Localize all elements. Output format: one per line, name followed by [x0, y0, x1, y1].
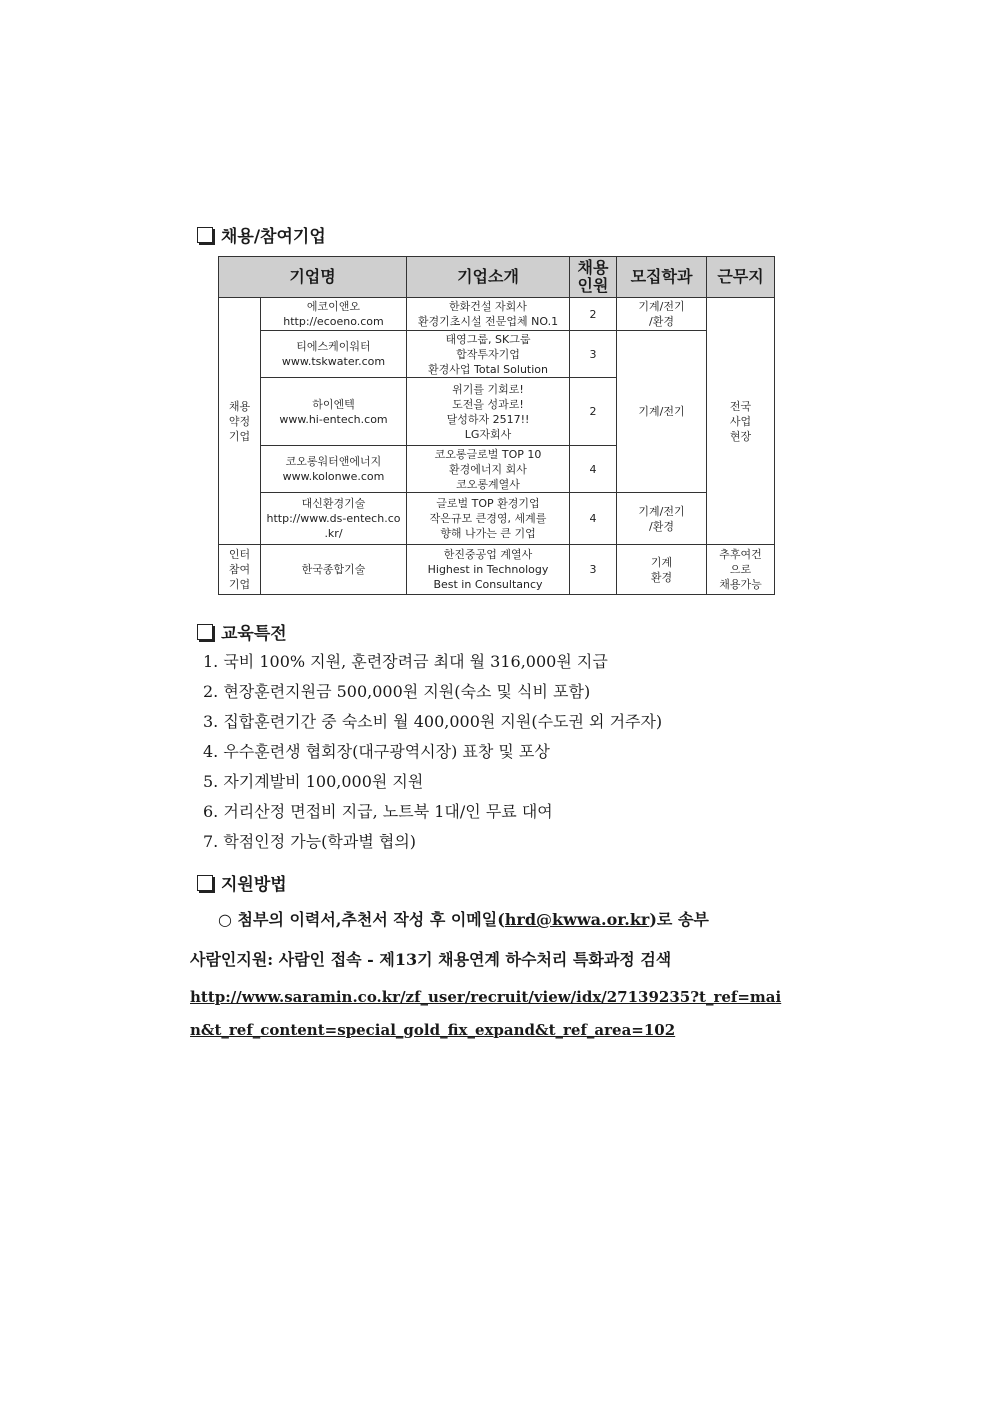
list-item: 6. 거리산정 면접비 지급, 노트북 1대/인 무료 대여	[203, 802, 553, 821]
group-committed: 채용 약정 기업	[219, 298, 261, 545]
email-link[interactable]: hrd@kwwa.or.kr	[504, 910, 650, 929]
company-intro: 코오롱글로벌 TOP 10 환경에너지 회사 코오롱계열사	[407, 446, 570, 493]
hire-count: 4	[570, 446, 617, 493]
table-row	[219, 331, 775, 378]
saramin-instruction: 사람인지원: 사람인 접속 - 제13기 채용연계 하수처리 특화과정 검색	[190, 950, 672, 969]
company-name: 하이엔텍 www.hi-entech.com	[261, 378, 407, 446]
header-company-intro: 기업소개	[407, 257, 570, 298]
group-intern: 인터 참여 기업	[219, 545, 261, 595]
location-intern: 추후여건 으로 채용가능	[707, 545, 775, 595]
company-name: 한국종합기술	[261, 545, 407, 595]
checkbox-bullet-icon	[197, 227, 213, 243]
table-row	[219, 545, 775, 595]
company-name: 코오롱워터앤에너지 www.kolonwe.com	[261, 446, 407, 493]
company-name: 대신환경기술 http://www.ds-entech.co .kr/	[261, 493, 407, 545]
header-location: 근무지	[707, 257, 775, 298]
header-hire-count: 채용 인원	[570, 257, 617, 298]
saramin-url-line-1[interactable]: http://www.saramin.co.kr/zf_user/recruit/view/idx/27139235?t_ref=mai	[190, 988, 782, 1006]
list-item: 1. 국비 100% 지원, 훈련장려금 최대 월 316,000원 지급	[203, 652, 608, 671]
company-name: 티에스케이워터 www.tskwater.com	[261, 331, 407, 378]
checkbox-bullet-icon	[197, 624, 213, 640]
section-title-apply: 지원방법	[197, 870, 287, 895]
company-intro: 태영그룹, SK그룹 합작투자기업 환경사업 Total Solution	[407, 331, 570, 378]
company-intro: 위기를 기회로! 도전을 성과로! 달성하자 2517!! LG자회사	[407, 378, 570, 446]
list-item: 5. 자기계발비 100,000원 지원	[203, 772, 424, 791]
list-item: 3. 집합훈련기간 중 숙소비 월 400,000원 지원(수도권 외 거주자)	[203, 712, 663, 731]
department: 기계/전기 /환경	[617, 493, 707, 545]
company-name: 에코이앤오 http://ecoeno.com	[261, 298, 407, 331]
benefits-list	[203, 647, 662, 857]
department: 기계/전기	[617, 331, 707, 493]
table-header-row	[219, 257, 775, 298]
list-item: 2. 현장훈련지원금 500,000원 지원(숙소 및 식비 포함)	[203, 682, 591, 701]
table-row	[219, 493, 775, 545]
section-title-recruit: 채용/참여기업	[197, 222, 326, 247]
company-intro: 한화건설 자회사 환경기초시설 전문업체 NO.1	[407, 298, 570, 331]
hire-count: 4	[570, 493, 617, 545]
table-row	[219, 298, 775, 331]
list-item: 7. 학점인정 가능(학과별 협의)	[203, 832, 417, 851]
hire-count: 3	[570, 545, 617, 595]
hire-count: 2	[570, 298, 617, 331]
saramin-url-line-2[interactable]: n&t_ref_content=special_gold_fix_expand&t_ref_area=102	[190, 1021, 676, 1039]
email-instruction: ○ 첨부의 이력서,추천서 작성 후 이메일(hrd@kwwa.or.kr)로 송부	[218, 910, 709, 929]
header-company-name: 기업명	[219, 257, 407, 298]
header-department: 모집학과	[617, 257, 707, 298]
companies-table	[218, 256, 775, 595]
company-intro: 한진중공업 계열사 Highest in Technology Best in Consultancy	[407, 545, 570, 595]
company-intro: 글로벌 TOP 환경기업 작은규모 큰경영, 세계를 향해 나가는 큰 기업	[407, 493, 570, 545]
list-item: 4. 우수훈련생 협회장(대구광역시장) 표창 및 포상	[203, 742, 550, 761]
section-title-benefits: 교육특전	[197, 619, 287, 644]
hire-count: 3	[570, 331, 617, 378]
location-main: 전국 사업 현장	[707, 298, 775, 545]
hire-count: 2	[570, 378, 617, 446]
department: 기계 환경	[617, 545, 707, 595]
checkbox-bullet-icon	[197, 875, 213, 891]
department: 기계/전기 /환경	[617, 298, 707, 331]
